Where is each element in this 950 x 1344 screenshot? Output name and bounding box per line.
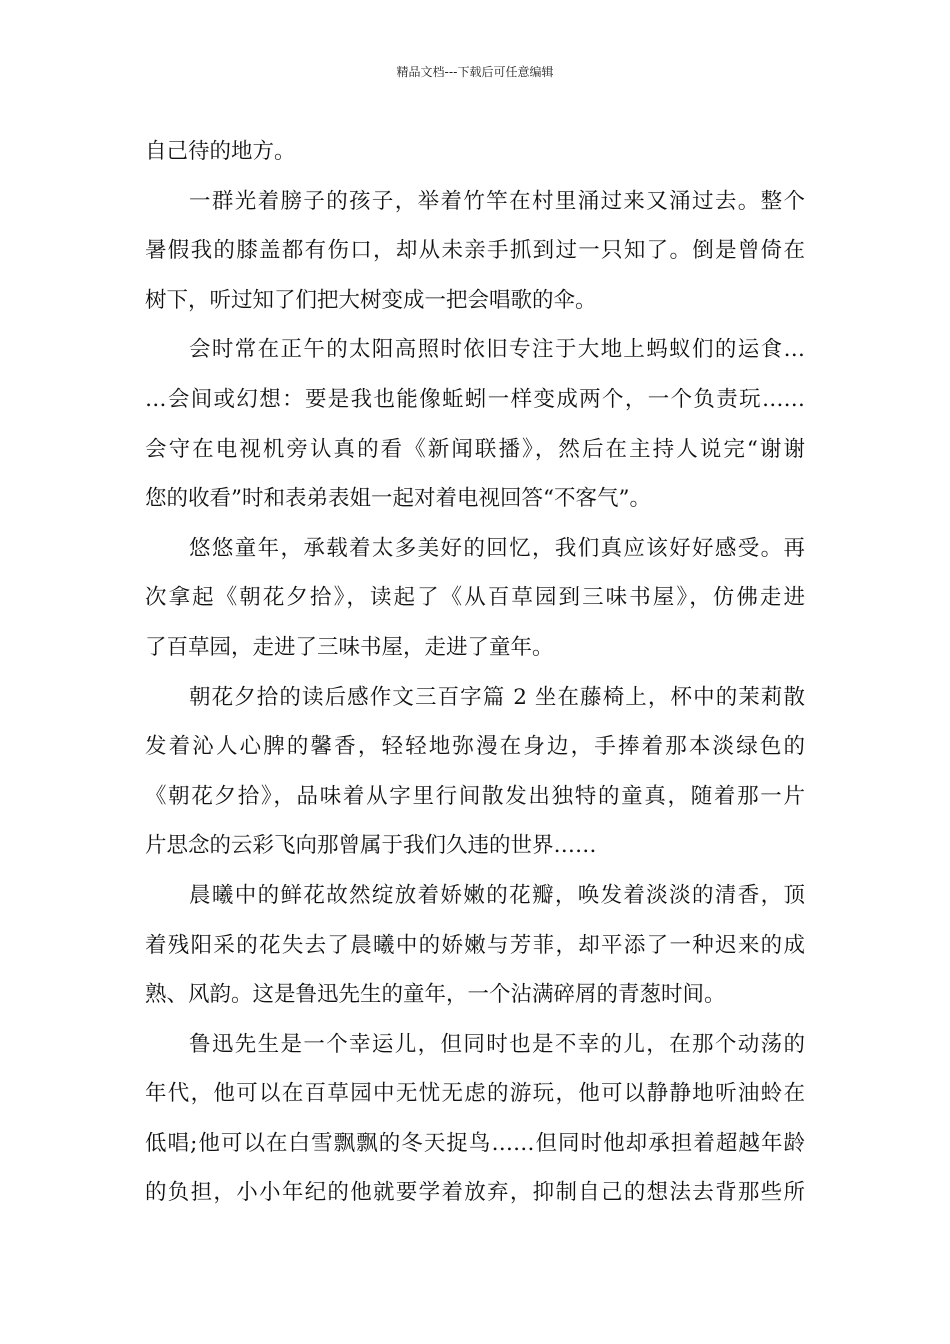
text-line: 的负担，小小年纪的他就要学着放弃，抑制自己的想法去背那些所 xyxy=(145,1180,805,1206)
text-line: 您的收看”时和表弟表姐一起对着电视回答“不客气”。 xyxy=(145,486,651,512)
text-line: 了百草园，走进了三味书屋，走进了童年。 xyxy=(145,634,554,660)
text-line: 片思念的云彩飞向那曾属于我们久违的世界…… xyxy=(145,833,597,859)
paragraph xyxy=(145,673,805,871)
text-line: 年代，他可以在百草园中无忧无虑的游玩，他可以静静地听油蛉在 xyxy=(145,1081,805,1107)
text-line: …会间或幻想：要是我也能像蚯蚓一样变成两个，一个负责玩…… xyxy=(145,386,805,412)
paragraph xyxy=(145,1020,805,1218)
document-body xyxy=(145,127,805,1218)
text-line: 朝花夕拾的读后感作文三百字篇 2 坐在藤椅上，杯中的茉莉散 xyxy=(189,684,805,710)
text-line: 树下，听过知了们把大树变成一把会唱歌的伞。 xyxy=(145,287,597,313)
page-header: 精品文档---下载后可任意编辑 xyxy=(396,65,554,79)
text-line: 会时常在正午的太阳高照时依旧专注于大地上蚂蚁们的运食… xyxy=(189,337,805,363)
text-line: 次拿起《朝花夕拾》，读起了《从百草园到三味书屋》，仿佛走进 xyxy=(145,585,805,611)
paragraph xyxy=(145,177,805,326)
text-line: 一群光着膀子的孩子，举着竹竿在村里涌过来又涌过去。整个 xyxy=(189,188,805,214)
paragraph xyxy=(145,127,805,177)
text-line: 会守在电视机旁认真的看《新闻联播》，然后在主持人说完“谢谢 xyxy=(145,436,805,462)
text-line: 暑假我的膝盖都有伤口，却从未亲手抓到过一只知了。倒是曾倚在 xyxy=(145,238,805,264)
text-line: 《朝花夕拾》，品味着从字里行间散发出独特的童真，随着那一片 xyxy=(145,783,805,809)
text-line: 悠悠童年，承载着太多美好的回忆，我们真应该好好感受。再 xyxy=(189,535,805,561)
paragraph xyxy=(145,871,805,1020)
text-line: 熟、风韵。这是鲁迅先生的童年，一个沾满碎屑的青葱时间。 xyxy=(145,982,726,1008)
text-line: 发着沁人心脾的馨香，轻轻地弥漫在身边，手捧着那本淡绿色的 xyxy=(145,734,805,760)
text-line: 鲁迅先生是一个幸运儿，但同时也是不幸的儿，在那个动荡的 xyxy=(189,1031,805,1057)
text-line: 着残阳采的花失去了晨曦中的娇嫩与芳菲，却平添了一种迟来的成 xyxy=(145,932,805,958)
paragraph xyxy=(145,524,805,673)
paragraph xyxy=(145,325,805,523)
text-line: 自己待的地方。 xyxy=(145,139,296,164)
text-line: 晨曦中的鲜花故然绽放着娇嫩的花瓣，唤发着淡淡的清香，顶 xyxy=(189,882,805,908)
text-line: 低唱;他可以在白雪飘飘的冬天捉鸟……但同时他却承担着超越年龄 xyxy=(145,1130,805,1156)
